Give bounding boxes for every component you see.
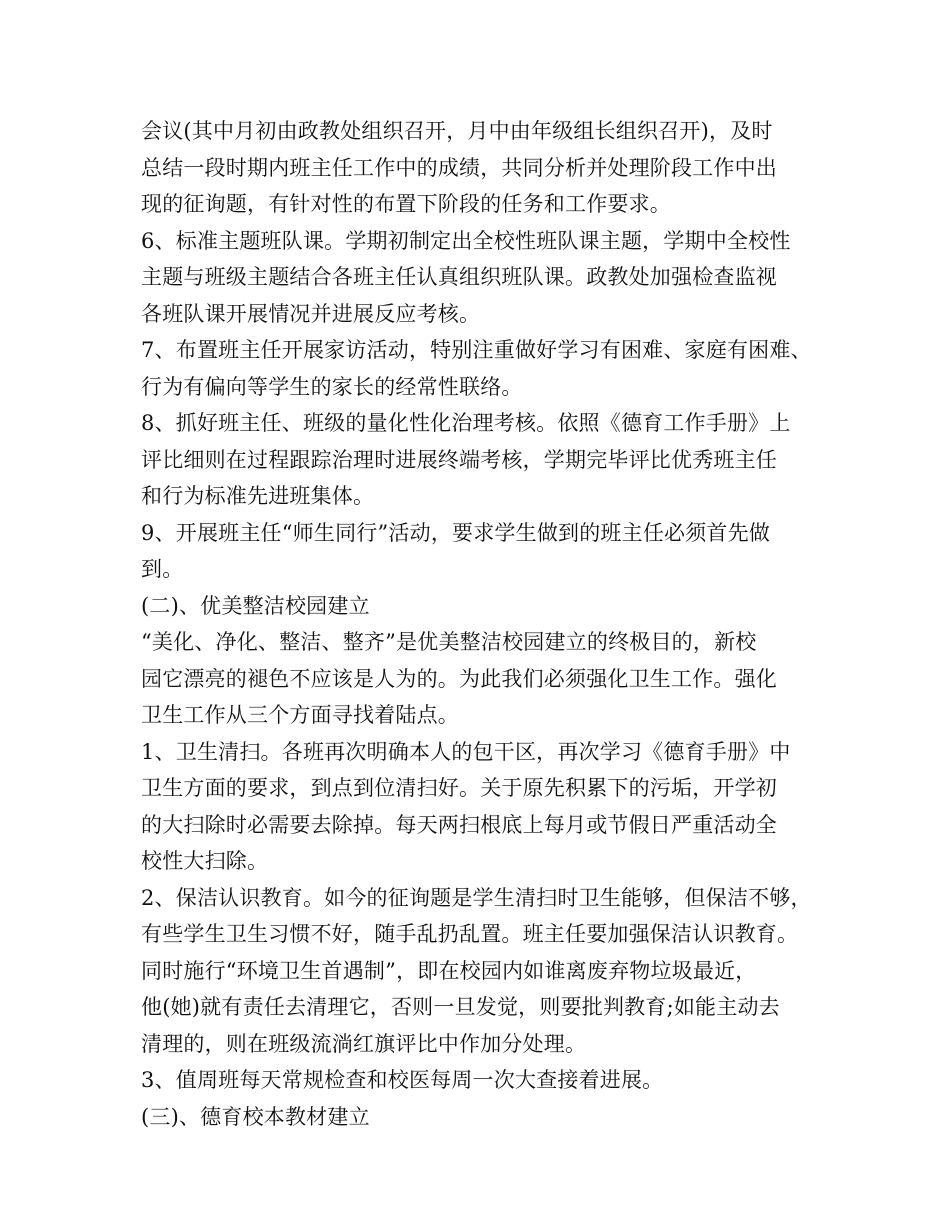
text-line: 到。	[141, 557, 184, 581]
text-line: 9、开展班主任“师生同行”活动，要求学生做到的班主任必须首先做	[141, 520, 771, 545]
text-line: 8、抓好班主任、班级的量化性化治理考核。依照《德育工作手册》上	[141, 411, 791, 435]
text-line: 会议(其中月初由政教处组织召开，月中由年级组长组织召开)，及时	[141, 119, 773, 143]
text-line: 各班队课开展情况并进展反应考核。	[141, 301, 481, 326]
text-line: 评比细则在过程跟踪治理时进展终端考核，学期完毕评比优秀班主任	[141, 447, 777, 472]
text-line: 2、保洁认识教育。如今的征询题是学生清扫时卫生能够，但保洁不够，	[141, 885, 812, 910]
text-line: 7、布置班主任开展家访活动，特别注重做好学习有困难、家庭有困难、	[141, 338, 812, 362]
text-line: 和行为标准先进班集体。	[141, 484, 375, 508]
text-line: 总结一段时期内班主任工作中的成绩，共同分析并处理阶段工作中出	[141, 155, 777, 180]
section-heading: (二)、优美整洁校园建立	[141, 593, 370, 618]
text-line: 清理的，则在班级流淌红旗评比中作加分处理。	[141, 1031, 587, 1056]
text-line: 有些学生卫生习惯不好，随手乱扔乱置。班主任要加强保洁认识教育。	[141, 922, 799, 946]
text-line: 园它漂亮的褪色不应该是人为的。为此我们必须强化卫生工作。强化	[141, 666, 777, 691]
text-line: 1、卫生清扫。各班再次明确本人的包干区，再次学习《德育手册》中	[141, 739, 791, 764]
text-line: 校性大扫除。	[141, 849, 269, 873]
text-line: 他(她)就有责任去清理它，否则一旦发觉，则要批判教育;如能主动去	[141, 995, 780, 1019]
text-line: 6、标准主题班队课。学期初制定出全校性班队课主题，学期中全校性	[141, 228, 791, 253]
text-line: 现的征询题，有针对性的布置下阶段的任务和工作要求。	[141, 192, 671, 216]
text-line: “美化、净化、整洁、整齐”是优美整洁校园建立的终极目的，新校	[141, 630, 757, 654]
text-line: 同时施行“环境卫生首遇制”，即在校园内如谁离废弃物垃圾最近，	[141, 958, 757, 983]
document-body	[141, 113, 831, 1135]
text-line: 卫生方面的要求，到点到位清扫好。关于原先积累下的污垢，开学初	[141, 776, 777, 800]
text-line: 行为有偏向等学生的家长的经常性联络。	[141, 374, 523, 399]
text-line: 卫生工作从三个方面寻找着陆点。	[141, 703, 459, 727]
text-line: 主题与班级主题结合各班主任认真组织班队课。政教处加强检查监视	[141, 265, 777, 289]
text-line: 3、值周班每天常规检查和校医每周一次大查接着进展。	[141, 1068, 664, 1092]
text-line: 的大扫除时必需要去除掉。每天两扫根底上每月或节假日严重活动全	[141, 812, 777, 837]
section-heading: (三)、德育校本教材建立	[141, 1104, 370, 1129]
